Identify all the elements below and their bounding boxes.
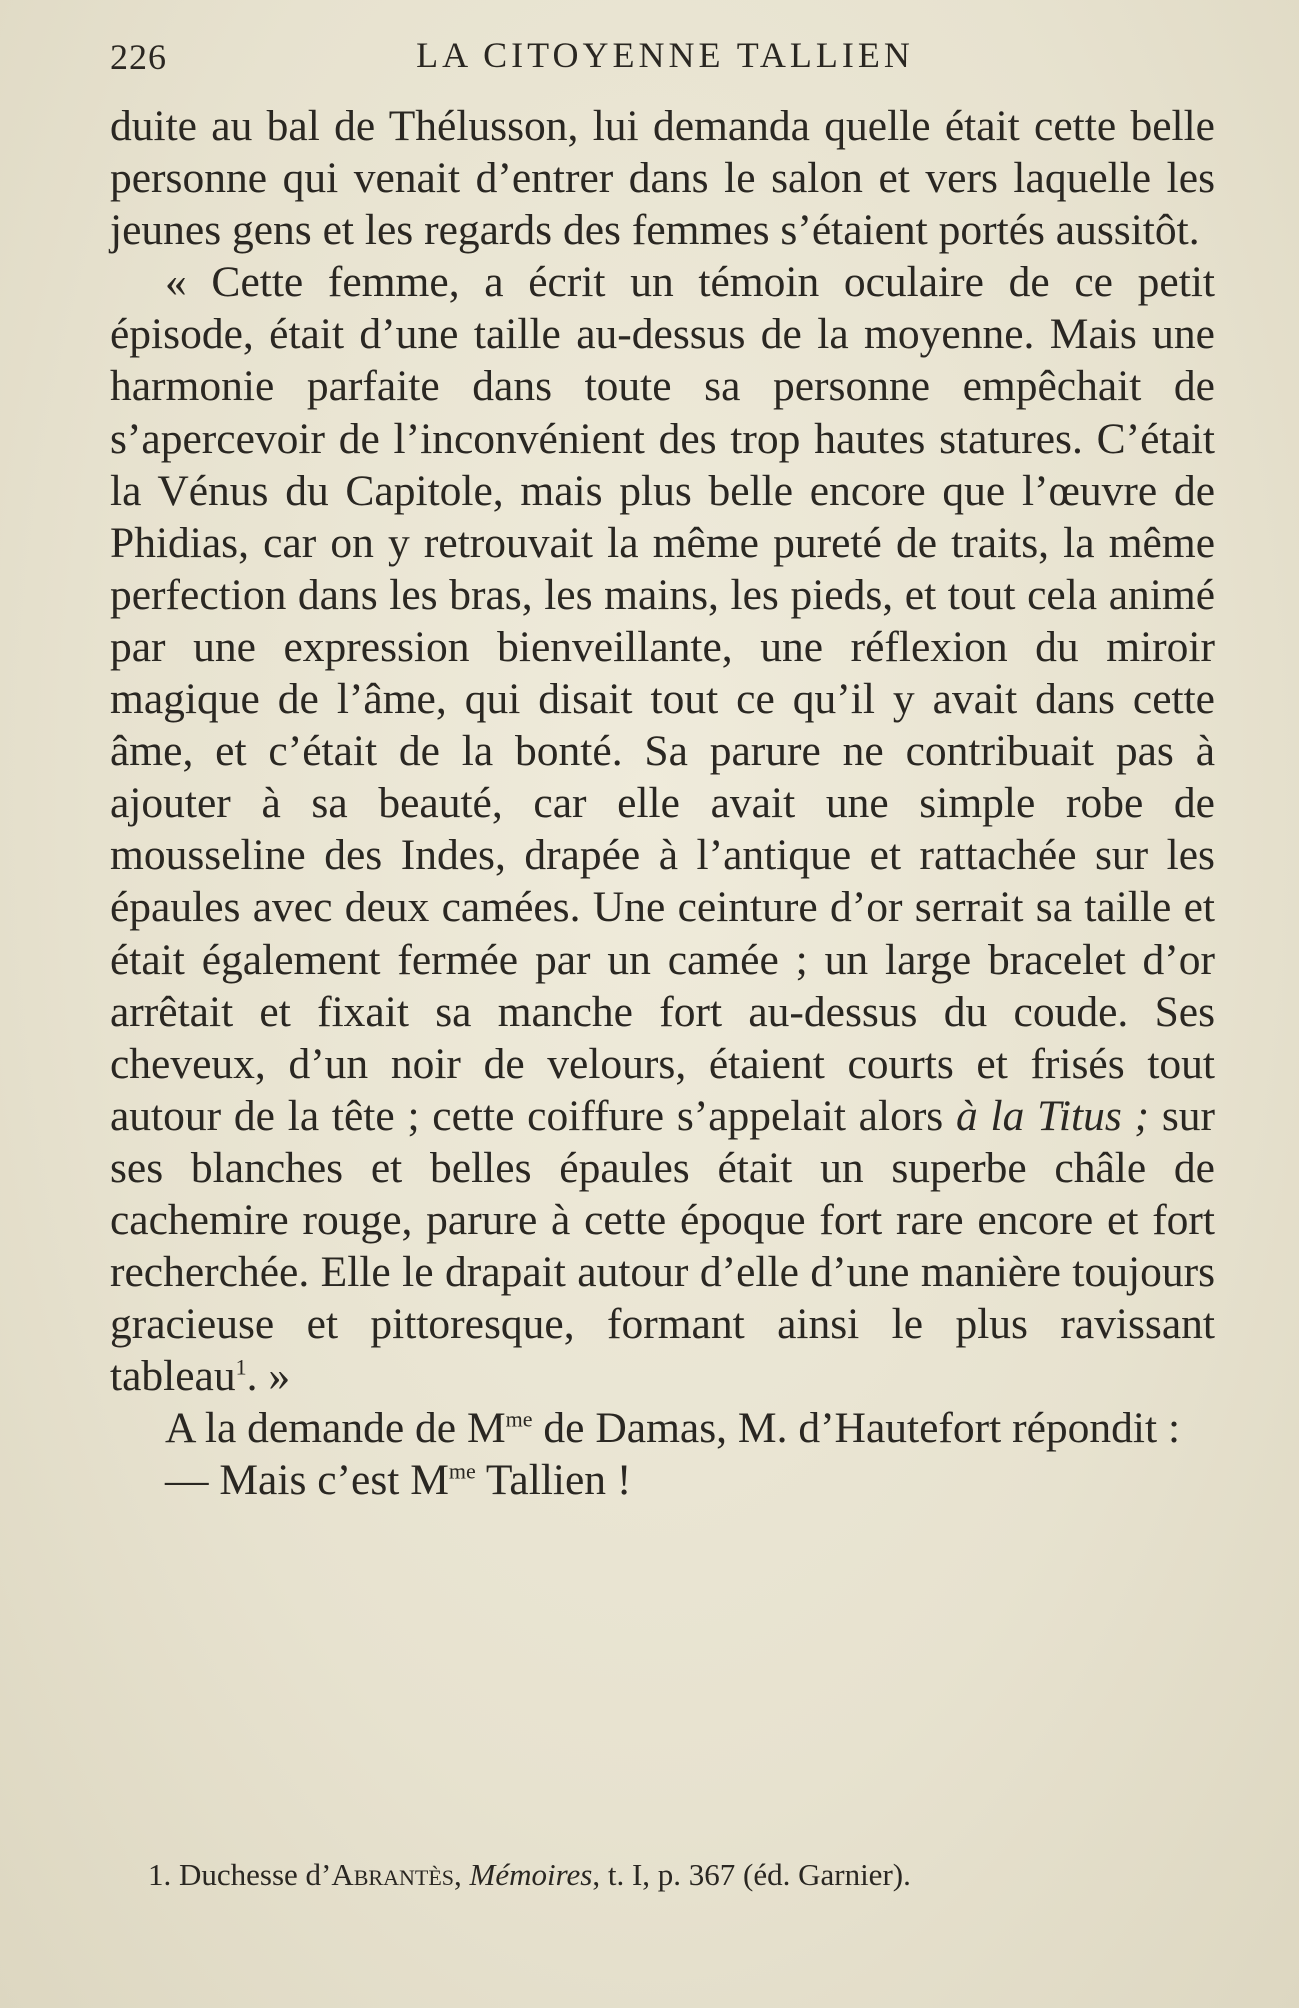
footnote-work-title: Mémoires	[469, 1857, 593, 1892]
quote-text-part2: sur ses blanches et belles épaules était un superbe châle de cachemire rouge, parure à cette époque fort rare encore et fort recherchée. Elle le drapait autour d’elle d’une manière toujours gracieuse et pittoresque, formant ainsi le plus ravissant tableau	[110, 1091, 1215, 1401]
paragraph-4-sup: me	[448, 1458, 476, 1484]
quote-italic: à la Titus ;	[956, 1091, 1150, 1140]
running-title: LA CITOYENNE TALLIEN	[416, 35, 914, 75]
paragraph-1	[110, 100, 1215, 256]
footnote: 1. Duchesse d’Abrantès, Mémoires, t. I, p. 367 (éd. Garnier).	[148, 1857, 911, 1892]
footnote-reference-text: , t. I, p. 367 (éd. Garnier).	[592, 1857, 911, 1892]
footnote-reference: 1	[235, 1354, 247, 1380]
paragraph-quote	[110, 256, 1215, 1402]
paragraph-3	[110, 1402, 1215, 1454]
paragraph-4	[110, 1454, 1215, 1506]
footnote-author-prefix: Duchesse d’	[179, 1857, 332, 1892]
footnote-number: 1.	[148, 1857, 172, 1892]
body-text	[110, 100, 1215, 1507]
paragraph-3-text-b: de Damas, M. d’Hautefort répondit :	[532, 1404, 1181, 1453]
quote-text-part1: « Cette femme, a écrit un témoin oculaire de ce petit épisode, était d’une taille au-dessus de la moyenne. Mais une harmonie parfaite dans toute sa personne empêchait de s’apercevoir de l’inconvénient des trop hautes statures. C’était la Vénus du Capitole, mais plus belle encore que l’œuvre de Phidias, car on y retrouvait la même pureté de traits, la même perfection dans les bras, les mains, les pieds, et tout cela animé par une expression bienveillante, une réflexion du miroir magique de l’âme, qui disait tout ce qu’il y avait dans cette âme, et c’était de la bonté. Sa parure ne contribuait pas à ajouter à sa beauté, car elle avait une simple robe de mousseline des Indes, drapée à l’antique et rattachée sur les épaules avec deux camées. Une ceinture d’or serrait sa taille et était également fermée par un camée ; un large bracelet d’or arrêtait et fixait sa manche fort au-dessus du coude. Ses cheveux, d’un noir de velours, étaient courts et frisés tout autour de la tête ; cette coiffure s’appelait alors	[110, 258, 1215, 1140]
paragraph-3-text-a: A la demande de M	[165, 1404, 506, 1453]
paragraph-4-text-b: Tallien !	[475, 1456, 632, 1505]
page-header	[110, 28, 1220, 88]
paragraph-1-text: duite au bal de Thélusson, lui demanda quelle était cette belle personne qui venait d’entrer dans le salon et vers laquelle les jeunes gens et les regards des femmes s’étaient portés aussitôt.	[110, 102, 1215, 255]
footnote-author-name: Abrantès	[331, 1857, 454, 1892]
paragraph-3-sup: me	[505, 1406, 533, 1432]
quote-text-end: . »	[246, 1352, 291, 1401]
paragraph-4-text-a: — Mais c’est M	[165, 1456, 449, 1505]
page-number: 226	[110, 37, 167, 77]
